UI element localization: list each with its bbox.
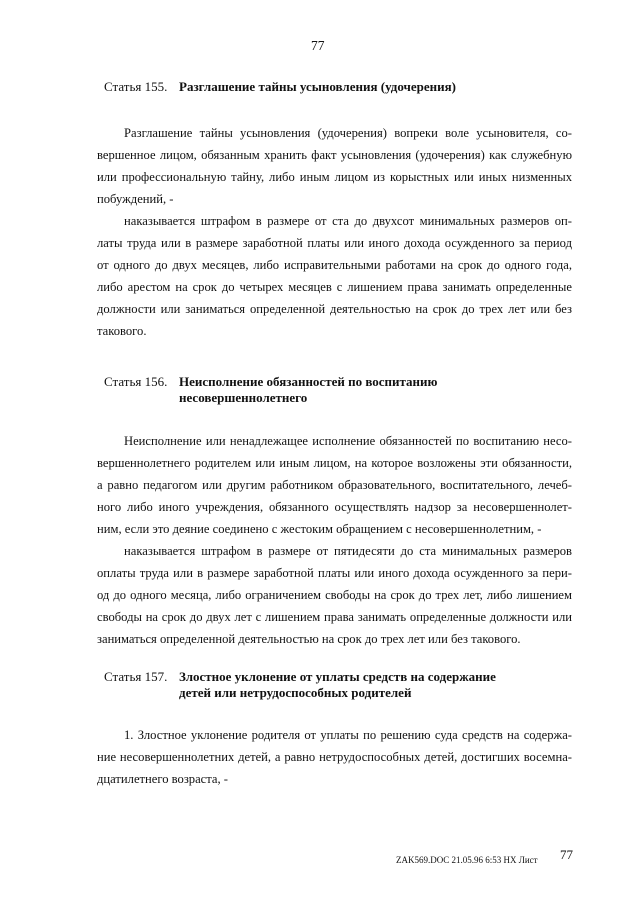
article-156-label: Статья 156. [104, 374, 168, 389]
text-line: дцатилетнего возраста, - [97, 772, 229, 786]
text-line: свободы на срок до двух лет с лишением права занимать определенные должности или [97, 610, 572, 624]
text-line: а равно педагогом или другим работником образовательного, воспитательного, лечеб- [97, 478, 572, 492]
text-line: или профессиональную тайну, либо иным лицом из корыстных или иных низменных [97, 170, 572, 184]
text-line: ним, если это деяние соединено с жестоким обращением с несовершеннолетним, - [97, 522, 542, 536]
text-line: Разглашение тайны усыновления (удочерения) вопреки воле усыновителя, со- [124, 126, 572, 140]
text-line: либо арестом на срок до четырех месяцев с лишением права занимать определенные [97, 280, 572, 294]
text-line: побуждений, - [97, 192, 174, 206]
text-line: оплаты труда или в размере заработной платы или иного дохода осужденного за пери- [97, 566, 572, 580]
text-line: должности или заниматься определенной деятельностью на срок до трех лет или без [97, 302, 572, 316]
text-line: такового. [97, 324, 147, 338]
text-line: заниматься определенной деятельностью на срок до трех лет или без такового. [97, 632, 521, 646]
text-line: вершеннолетнего родителем или иным лицом, на которое возложены эти обязанности, [97, 456, 572, 470]
page-number: 77 [311, 38, 325, 53]
text-line: наказывается штрафом в размере от ста до двухсот минимальных размеров оп- [124, 214, 572, 228]
text-line: ного либо иного учреждения, обязанного осуществлять надзор за несовершеннолет- [97, 500, 572, 514]
footer-file-info: ZAK569.DOC 21.05.96 6:53 HX Лист [396, 855, 538, 865]
text-line: наказывается штрафом в размере от пятидесяти до ста минимальных размеров [124, 544, 572, 558]
article-155-title: Разглашение тайны усыновления (удочерения) [179, 79, 456, 94]
article-157-label: Статья 157. [104, 669, 168, 684]
text-line: ние несовершеннолетних детей, а равно нетрудоспособных детей, достигших восемна- [97, 750, 572, 764]
article-157-title: детей или нетрудоспособных родителей [179, 685, 412, 700]
text-line: од до одного месяца, либо ограничением свободы на срок до трех лет, либо лишением [97, 588, 572, 602]
article-156-title: Неисполнение обязанностей по воспитанию [179, 374, 438, 389]
article-156-title: несовершеннолетнего [179, 390, 308, 405]
text-line: вершенное лицом, обязанным хранить факт усыновления (удочерения) как служебную [97, 148, 572, 162]
text-line: Неисполнение или ненадлежащее исполнение обязанностей по воспитанию несо- [124, 434, 572, 448]
article-157-title: Злостное уклонение от уплаты средств на содержание [179, 669, 496, 684]
text-line: от одного до двух месяцев, либо исправительными работами на срок до одного года, [97, 258, 572, 272]
article-155-label: Статья 155. [104, 79, 168, 94]
text-line: латы труда или в размере заработной платы или иного дохода осужденного за период [97, 236, 572, 250]
text-line: 1. Злостное уклонение родителя от уплаты по решению суда средств на содержа- [124, 728, 572, 742]
footer-sheet-number: 77 [560, 847, 573, 862]
